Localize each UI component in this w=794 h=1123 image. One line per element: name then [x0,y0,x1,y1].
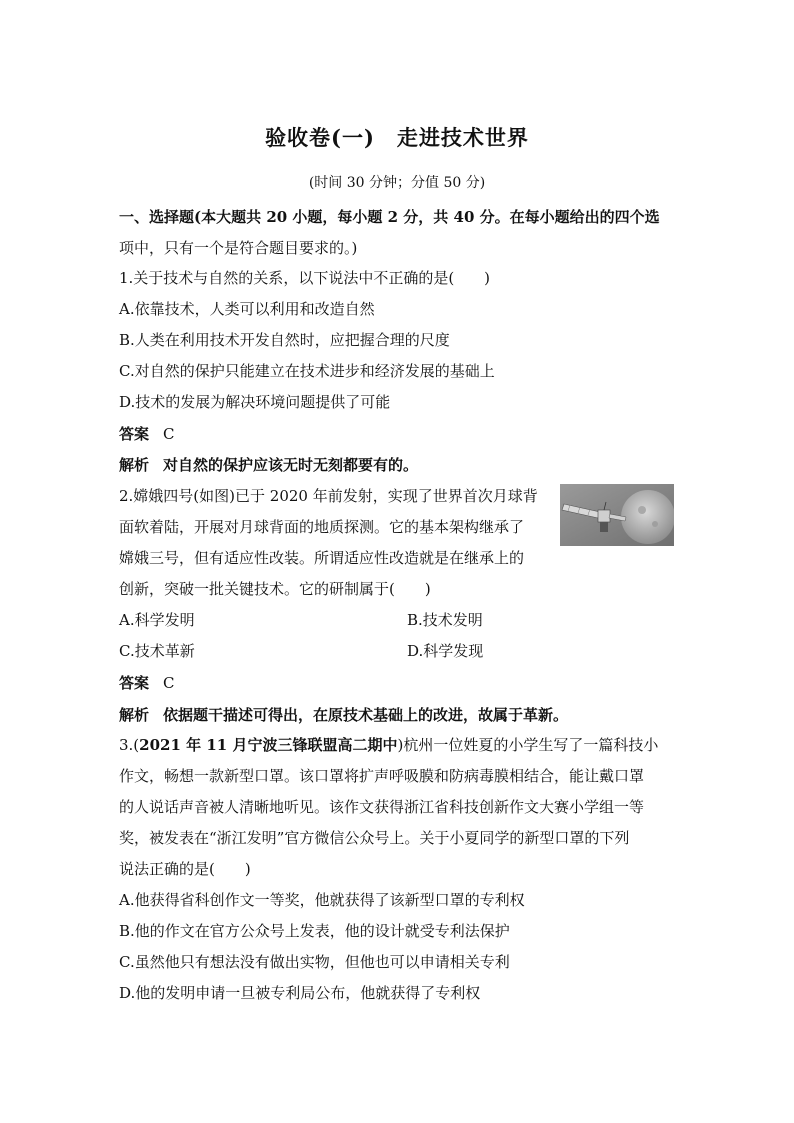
q1-option-b: B.人类在利用技术开发自然时，应把握合理的尺度 [119,331,450,349]
q3-stem-line1 [119,735,658,755]
q3-stem-rest: )杭州一位姓夏的小学生写了一篇科技小 [397,736,659,754]
analysis-label: 解析 [119,456,150,474]
answer-value: C [163,674,175,692]
q3-stem-line5: 说法正确的是( ) [119,860,251,878]
q3-option-a: A.他获得省科创作文一等奖，他就获得了该新型口罩的专利权 [119,891,525,909]
q2-answer [119,673,175,693]
analysis-label: 解析 [119,706,150,724]
q2-option-a: A.科学发明 [119,611,195,629]
answer-label: 答案 [119,425,150,443]
q2-option-b: B.技术发明 [407,611,483,629]
q1-option-a: A.依靠技术，人类可以利用和改造自然 [119,300,375,318]
q1-option-c: C.对自然的保护只能建立在技术进步和经济发展的基础上 [119,362,495,380]
q3-option-b: B.他的作文在官方公众号上发表，他的设计就受专利法保护 [119,922,510,940]
answer-label: 答案 [119,674,150,692]
section-heading-line1: 一、选择题(本大题共 20 小题，每小题 2 分，共 40 分。在每小题给出的四个选 [119,208,660,226]
q2-option-c: C.技术革新 [119,642,195,660]
q2-stem-line3: 嫦娥三号，但有适应性改装。所谓适应性改造就是在继承上的 [119,549,525,567]
q2-option-d: D.科学发现 [407,642,484,660]
q1-answer [119,424,175,444]
analysis-text: 依据题干描述可得出，在原技术基础上的改进，故属于革新。 [163,706,569,724]
exam-info: (时间 30 分钟；分值 50 分) [308,175,486,191]
q2-stem-line1: 2.嫦娥四号(如图)已于 2020 年前发射，实现了世界首次月球背 [119,487,538,505]
q3-stem-prefix: 3.( [119,736,140,754]
q3-stem-line3: 的人说话声音被人清晰地听见。该作文获得浙江省科技创新作文大赛小学组一等 [119,798,645,816]
q1-analysis [119,455,418,475]
answer-value: C [163,425,175,443]
analysis-text: 对自然的保护应该无时无刻都要有的。 [163,456,419,474]
q3-option-c: C.虽然他只有想法没有做出实物，但他也可以申请相关专利 [119,953,510,971]
change4-probe-image [560,484,674,546]
q3-stem-line4: 奖，被发表在“浙江发明”官方微信公众号上。关于小夏同学的新型口罩的下列 [119,829,630,847]
page-title: 验收卷(一) 走进技术世界 [265,125,529,150]
q1-option-d: D.技术的发展为解决环境问题提供了可能 [119,393,391,411]
q2-stem-line4: 创新，突破一批关键技术。它的研制属于( ) [119,580,431,598]
q1-stem: 1.关于技术与自然的关系，以下说法中不正确的是( ) [119,269,491,287]
q2-stem-line2: 面软着陆，开展对月球背面的地质探测。它的基本架构继承了 [119,518,525,536]
section-heading-line2: 项中，只有一个是符合题目要求的。) [119,239,358,257]
q3-stem-line2: 作文，畅想一款新型口罩。该口罩将扩声呼吸膜和防病毒膜相结合，能让戴口罩 [119,767,645,785]
q3-option-d: D.他的发明申请一旦被专利局公布，他就获得了专利权 [119,984,481,1002]
q2-analysis [119,705,568,725]
q3-source: 2021 年 11 月宁波三锋联盟高二期中 [139,736,398,754]
